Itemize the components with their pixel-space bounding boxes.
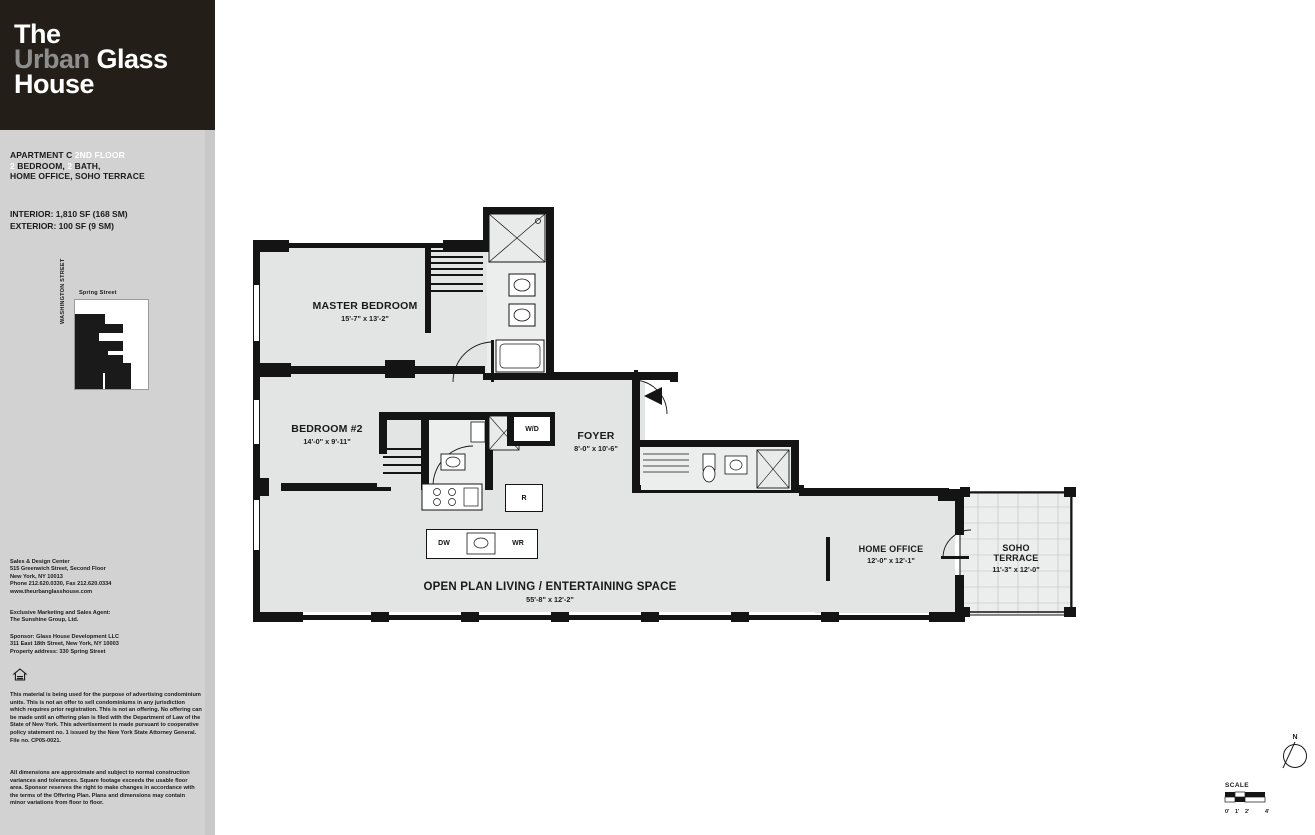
wall-south-5 [641, 612, 659, 622]
scale-tick-2: 2' [1245, 809, 1250, 815]
sponsor-address: 311 East 18th Street, New York, NY 10003 [10, 641, 119, 648]
window-west-1 [254, 285, 259, 341]
living-dim: 55'-8" x 12'-2" [526, 595, 574, 604]
label-bedroom-2 [247, 423, 407, 446]
master-bedroom-name: MASTER BEDROOM [312, 300, 418, 312]
brand-line-3: House [14, 69, 95, 99]
legal-disclaimer-2: All dimensions are approximate and subject to normal construction variances and tolerances. Square footage exceeds the usable floor area. Sponsor reserves the right to make changes in accordance with the terms of the Offering Plan. Plans and dimensions may contain minor variations from floor to floor. [10, 770, 195, 807]
foyer-name: FOYER [577, 430, 615, 442]
dishwasher-label: DW [428, 531, 460, 555]
living-name: OPEN PLAN LIVING / ENTERTAINING SPACE [423, 581, 677, 593]
window-south-1 [303, 615, 371, 620]
wall-master-south-1 [253, 363, 291, 377]
label-soho-terrace [956, 543, 1076, 574]
home-office-dim: 12'-0" x 12'-1" [867, 556, 915, 565]
kitchen-counter-line [281, 487, 391, 491]
sales-center-info [10, 559, 205, 596]
label-master-bedroom [285, 300, 445, 323]
wine-refrigerator-label: WR [502, 531, 534, 555]
window-south-4 [569, 615, 641, 620]
scale-tick-0: 0' [1225, 809, 1230, 815]
closet-shelf-1 [431, 250, 483, 252]
key-map-box [74, 299, 149, 390]
sponsor-name: Sponsor: Glass House Development LLC [10, 634, 120, 640]
area-info [10, 209, 205, 232]
soho-terrace-name-2: TERRACE [993, 553, 1039, 563]
entry-arrow-icon [640, 385, 664, 407]
closet-bedroom2-shelf-3 [383, 464, 425, 466]
wall-south-3 [461, 612, 479, 622]
window-west-3 [254, 500, 259, 550]
svg-text:N: N [1292, 734, 1298, 741]
wall-living-north-east [799, 488, 949, 496]
wall-bedroom2-closet-north [379, 412, 425, 420]
window-south-3 [479, 615, 551, 620]
home-office-name: HOME OFFICE [858, 544, 924, 554]
brand-logo-block [0, 0, 215, 130]
soho-terrace-dim: 11'-3" x 12'-0" [992, 565, 1040, 574]
window-south-7 [839, 615, 929, 620]
label-home-office [821, 544, 961, 565]
scale-tick-labels [1225, 809, 1305, 817]
sales-phone: Phone 212.620.0330, Fax 212.620.0334 [10, 581, 112, 588]
wall-south-2 [371, 612, 389, 622]
wall-master-south-2 [291, 366, 385, 374]
apartment-info [10, 150, 205, 182]
wall-south-4 [551, 612, 569, 622]
brand-glass: Glass [96, 44, 168, 74]
closet-shelf-3 [431, 262, 483, 264]
soho-terrace-name-1: SOHO [1002, 543, 1030, 553]
apartment-line-3: HOME OFFICE, SOHO TERRACE [10, 171, 145, 181]
apartment-id: APARTMENT C [10, 150, 73, 160]
sales-address: 515 Greenwich Street, Second Floor [10, 566, 106, 573]
closet-shelf-5 [431, 274, 483, 276]
scale-label: SCALE [1225, 782, 1250, 789]
wall-south-6 [731, 612, 749, 622]
label-open-plan-living [340, 581, 760, 604]
washer-dryer-label: W/D [513, 416, 551, 442]
agent-title: Exclusive Marketing and Sales Agent: [10, 610, 111, 616]
closet-shelf-2 [431, 256, 483, 258]
wall-south-1 [253, 612, 303, 622]
property-address: Property address: 330 Spring Street [10, 648, 106, 655]
foyer-dim: 8'-0" x 10'-6" [574, 444, 618, 453]
wall-north-window-band [289, 243, 443, 248]
closet-shelf-4 [431, 268, 483, 270]
island-sink-icon [465, 531, 497, 556]
wall-jog-west [253, 478, 269, 496]
sales-website[interactable]: www.theurbanglasshouse.com [10, 588, 93, 595]
bedroom-2-name: BEDROOM #2 [291, 423, 363, 435]
brand-line-1: The [14, 19, 61, 49]
agent-info [10, 610, 205, 625]
interior-area: INTERIOR: 1,810 SF (168 SM) [10, 209, 128, 219]
sales-title: Sales & Design Center [10, 559, 70, 565]
compass-rose [1275, 730, 1315, 777]
scale-bar-graphic [1225, 792, 1305, 804]
bedroom-2-dim: 14'-0" x 9'-11" [303, 437, 351, 446]
floorplan-drawing [215, 0, 1298, 835]
closet-shelf-6 [431, 283, 483, 285]
apartment-line-1 [10, 150, 205, 161]
closet-bedroom2-shelf-2 [383, 456, 425, 458]
key-map-street-side: WASHINGTON STREET [60, 258, 66, 324]
wall-south-7 [821, 612, 839, 622]
bedroom-count: 2 [10, 160, 15, 171]
wall-bath3-east [791, 440, 799, 493]
apartment-line-2 [10, 161, 205, 172]
wall-hall-north [554, 372, 638, 380]
wall-north-1 [253, 240, 289, 252]
wall-master-south-4 [415, 366, 485, 374]
bedroom-word: BEDROOM, [14, 160, 68, 171]
scale-tick-1: 1' [1235, 809, 1240, 815]
door-master-bath [451, 340, 511, 384]
closet-shelf-7 [431, 290, 483, 292]
bath-word: BATH, [72, 160, 101, 171]
brand-urban: Urban [14, 44, 90, 74]
wall-foyer-ne [670, 372, 678, 382]
key-map [60, 258, 163, 400]
window-south-6 [749, 615, 821, 620]
scale-bar [1225, 782, 1305, 817]
sponsor-info [10, 634, 205, 656]
bath-count: 2 [67, 160, 73, 171]
master-bedroom-dim: 15'-7" x 13'-2" [341, 314, 389, 323]
brand-logo-text [14, 19, 168, 99]
closet-bedroom2-shelf-4 [383, 472, 425, 474]
agent-name: The Sunshine Group, Ltd. [10, 617, 79, 624]
wall-bath3-north [632, 440, 798, 447]
wall-master-south-3 [385, 360, 415, 378]
legal-disclaimer-1: This material is being used for the purpose of advertising condominium units. This is not an offer to sell condominiums in any jurisdiction which requires prior registration. This is not an offering. No offering can be made until an offering plan is filed with the Department of Law of the State of New York. This advertisement is made pursuant to cooperative policy statement no. 1 issued by the New York State Attorney General. File no. CP05-0021. [10, 692, 202, 744]
wall-bath2-west [421, 412, 429, 490]
label-foyer [536, 430, 656, 453]
window-south-5 [659, 615, 731, 620]
bath3-fixtures [641, 448, 791, 492]
key-map-street-top: Spring Street [79, 290, 117, 296]
sales-city: New York, NY 10013 [10, 573, 63, 580]
scale-tick-3: 4' [1265, 809, 1270, 815]
apartment-floor: 2ND FLOOR [72, 150, 125, 160]
closet-bedroom2-shelf-1 [383, 448, 425, 450]
window-south-2 [389, 615, 461, 620]
exterior-area: EXTERIOR: 100 SF (9 SM) [10, 220, 114, 231]
sidebar [0, 0, 215, 835]
refrigerator-label: R [505, 484, 543, 512]
equal-housing-icon [13, 668, 27, 686]
bath2-fixtures [429, 420, 487, 490]
